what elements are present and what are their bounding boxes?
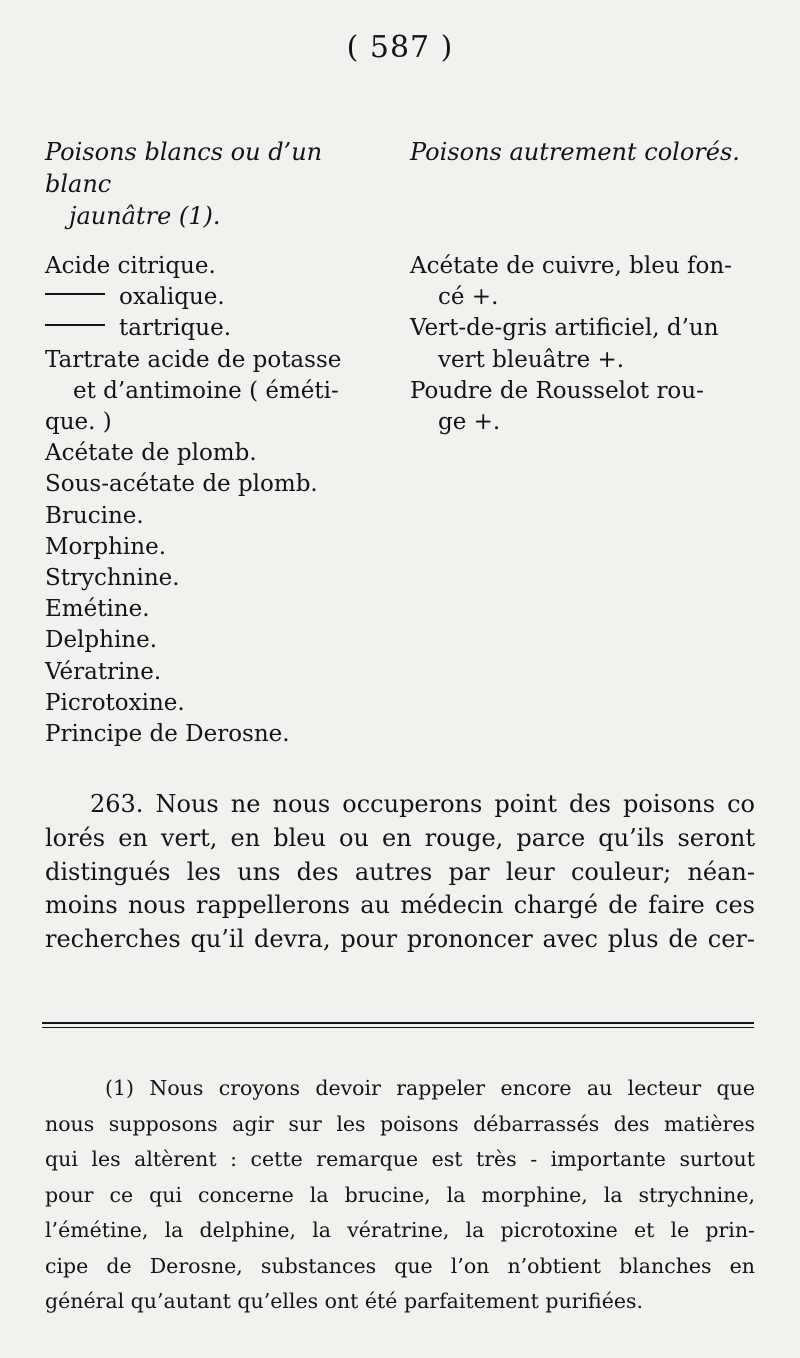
list-item [45, 282, 390, 313]
footnote-line: l’émétine, la delphine, la vératrine, la picrotoxine et le prin- [45, 1218, 755, 1242]
paragraph-line: lorés en vert, en bleu ou en rouge, parce qu’ils seront [45, 823, 755, 852]
ditto-dash [45, 324, 105, 326]
list-item-text: ge +. [438, 409, 501, 436]
list-item-text: que. ) [45, 409, 112, 436]
footnote-line: cipe de Derosne, substances que l’on n’obtient blanches en [45, 1253, 755, 1278]
list-item-text: vert bleuâtre +. [438, 346, 625, 373]
paragraph-263 [45, 788, 755, 957]
list-item-text: tartrique. [119, 315, 232, 342]
footnote-line: général qu’autant qu’elles ont été parfaitement purifiées. [45, 1289, 644, 1313]
list-item: Vératrine. [45, 658, 162, 685]
paragraph-line: recherches qu’il devra, pour prononcer avec plus de cer- [45, 925, 755, 954]
list-item-text: oxalique. [119, 284, 225, 311]
footnote-line: (1) Nous croyons devoir rappeler encore au lecteur que [105, 1076, 755, 1100]
list-item: Principe de Derosne. [45, 721, 290, 748]
list-item: Brucine. [45, 502, 144, 529]
list-item-text: Tartrate acide de potasse [45, 346, 342, 373]
footnote-line: nous supposons agir sur les poisons débarrassés des matières [45, 1111, 755, 1136]
footnote-line: pour ce qui concerne la brucine, la morphine, la strychnine, [45, 1182, 755, 1207]
list-item: Picrotoxine. [45, 689, 185, 716]
list-item-text: Acétate de cuivre, bleu fon- [410, 253, 732, 279]
paragraph-line: moins nous rappellerons au médecin chargé de faire ces [45, 891, 755, 920]
list-item-text: Poudre de Rousselot rou- [410, 377, 704, 404]
left-column-heading [45, 136, 395, 232]
left-heading-line-2: jaunâtre (1). [69, 202, 221, 230]
list-item [410, 251, 755, 313]
footnote-line: qui les altèrent : cette remarque est très - importante surtout [45, 1147, 755, 1171]
paragraph-line: 263. Nous ne nous occuperons point des poisons co [90, 790, 755, 818]
footnote-separator [42, 1022, 754, 1028]
list-item [45, 313, 390, 344]
right-column-heading: Poisons autrement colorés. [410, 138, 740, 166]
list-item [45, 345, 390, 439]
paragraph-line: distingués les uns des autres par leur couleur; néan- [45, 857, 755, 886]
ditto-dash [45, 293, 105, 295]
list-item: Morphine. [45, 533, 167, 560]
list-item-text: Vert-de-gris artificiel, d’un [410, 315, 719, 342]
list-item-text: cé +. [438, 284, 499, 311]
list-item: Emétine. [45, 596, 150, 623]
list-item: Strychnine. [45, 565, 180, 592]
list-item [410, 313, 755, 375]
list-item: Delphine. [45, 627, 158, 654]
list-item: Acide citrique. [45, 253, 216, 279]
white-poisons-list [45, 251, 390, 750]
list-item: Acétate de plomb. [45, 440, 257, 467]
list-item-text: et d’antimoine ( éméti- [73, 377, 339, 404]
footnote [45, 1071, 755, 1320]
list-item: Sous-acétate de plomb. [45, 471, 318, 498]
page-number: ( 587 ) [346, 30, 454, 65]
left-heading-line-1: Poisons blancs ou d’un blanc [45, 138, 323, 198]
colored-poisons-list [410, 251, 755, 438]
list-item [410, 376, 755, 438]
